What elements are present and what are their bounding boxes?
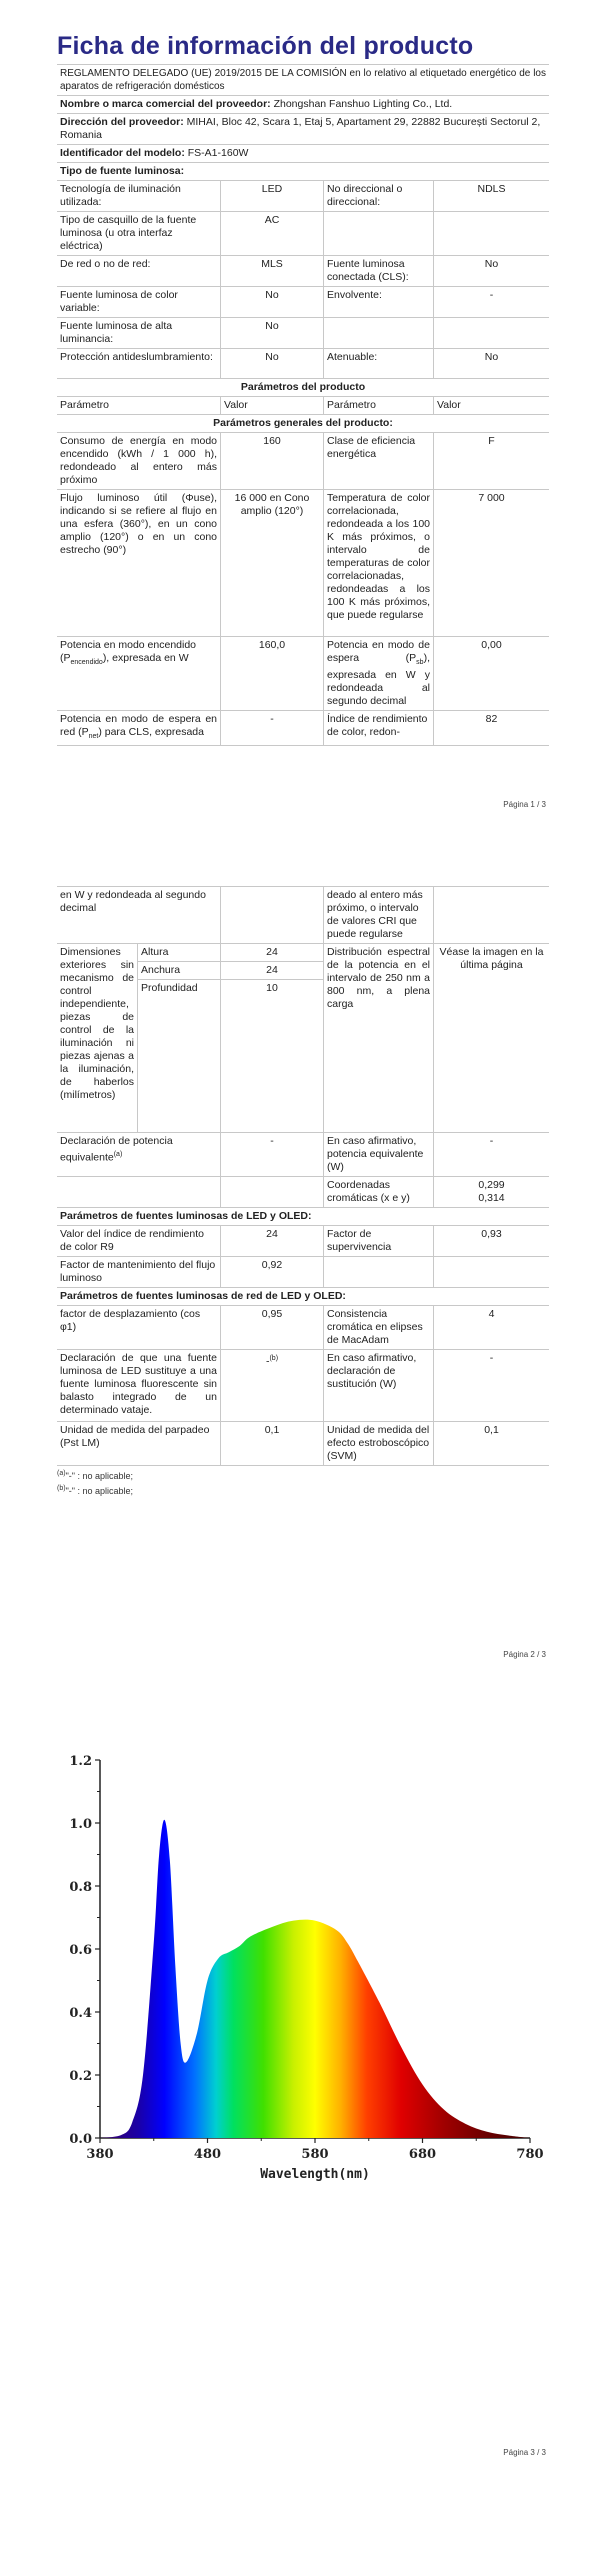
dimension-name: Altura — [138, 944, 220, 962]
empty-cell — [57, 1177, 220, 1207]
y-tick-label: 0.0 — [69, 2132, 92, 2147]
substitution-footnote-ref: (b) — [269, 1355, 279, 1362]
header-value: Valor — [220, 397, 323, 414]
param-value: 160 — [220, 433, 323, 489]
standby-net-label — [57, 711, 220, 745]
power-on-label-text: Potencia en modo encendido (P — [60, 639, 197, 664]
standby-net-subscript: net — [88, 733, 99, 741]
y-tick-label: 0.2 — [69, 2069, 92, 2084]
type-label: Tipo de casquillo de la fuente luminosa (u otra interfaz eléctrica) — [60, 214, 197, 252]
led-param-value-2: 0,93 — [433, 1226, 549, 1256]
equiv-label — [57, 1133, 220, 1176]
address-row — [57, 114, 549, 144]
page-3 — [0, 1710, 603, 2560]
power-on-subscript: encendido — [70, 659, 103, 667]
product-info-table — [57, 64, 549, 746]
supplier-row — [57, 96, 549, 113]
equiv-power-value: - — [433, 1133, 549, 1176]
footnote — [57, 1470, 549, 1481]
chromaticity-values — [433, 1177, 549, 1207]
chromaticity-label: Coordenadas cromáticas (x e y) — [323, 1177, 433, 1207]
led-param-value-2 — [433, 1257, 549, 1287]
page-number: Página 2 / 3 — [503, 1650, 546, 1659]
param-value-2 — [433, 887, 549, 943]
header-parameter-2: Parámetro — [323, 397, 433, 414]
dimension-value: 24 — [221, 962, 323, 980]
light-source-type-heading: Tipo de fuente luminosa: — [60, 165, 185, 177]
led-param-label-2: Factor de supervivencia — [323, 1226, 433, 1256]
product-params-heading: Parámetros del producto — [240, 381, 366, 393]
standby-label-text-end: ), expresada en W y redondeada al segundo decimal — [327, 652, 430, 708]
chromaticity-y: 0,314 — [478, 1192, 505, 1204]
param-label-2: deado al entero más próximo, o intervalo de valores CRI que puede regularse — [323, 887, 433, 943]
model-label: Identificador del modelo: — [60, 147, 185, 159]
mains-param-label-2: En caso afirmativo, declaración de sustitución (W) — [323, 1350, 433, 1421]
mains-param-label: Declaración de que una fuente luminosa de LED sustituye a una fuente luminosa fluorescente sin balasto integrado de un determinado vataje. — [60, 1352, 217, 1416]
type-label-2: Fuente luminosa conectada (CLS): — [323, 256, 433, 286]
x-tick-label: 580 — [301, 2147, 329, 2162]
y-tick-label: 1.2 — [69, 1754, 92, 1769]
mains-param-value — [220, 1350, 323, 1421]
type-label: Protección antideslumbramiento: — [60, 351, 213, 363]
type-value-2: No — [433, 256, 549, 286]
type-value: MLS — [220, 256, 323, 286]
type-value: LED — [220, 181, 323, 211]
header-value-2: Valor — [433, 397, 549, 414]
mains-param-value-2: - — [433, 1350, 549, 1421]
footnote-text: "-" : no aplicable; — [65, 1486, 133, 1496]
type-label-2 — [323, 212, 433, 255]
footnote-text: "-" : no aplicable; — [65, 1471, 133, 1481]
regulation-text: REGLAMENTO DELEGADO (UE) 2019/2015 DE LA COMISIÓN en lo relativo al etiquetado energético de los aparatos de refrigeración domésticos — [60, 68, 546, 92]
page-2 — [0, 870, 603, 1700]
type-value: No — [220, 318, 323, 348]
type-label: Tecnología de iluminación utilizada: — [60, 183, 181, 208]
document-title: Ficha de información del producto — [57, 32, 474, 60]
y-tick-label: 0.4 — [69, 2006, 92, 2021]
mains-param-label: factor de desplazamiento (cos φ1) — [60, 1308, 201, 1333]
dimension-name: Profundidad — [141, 982, 198, 994]
standby-label-text: Potencia en modo de espera (P — [327, 639, 430, 664]
mains-param-label-2: Consistencia cromática en elipses de MacAdam — [323, 1306, 433, 1349]
standby-net-value: - — [220, 711, 323, 745]
standby-value: 0,00 — [433, 637, 549, 710]
footnote-marker: (a) — [57, 1470, 66, 1477]
led-param-value: 24 — [220, 1226, 323, 1256]
page-1 — [0, 0, 603, 820]
x-axis-label: Wavelength(nm) — [260, 2167, 370, 2182]
type-label-2: Envolvente: — [323, 287, 433, 317]
param-value — [220, 887, 323, 943]
led-param-label: Valor del índice de rendimiento de color R9 — [60, 1228, 204, 1253]
x-tick-label: 680 — [408, 2147, 437, 2162]
param-label: en W y redondeada al segundo decimal — [60, 889, 206, 914]
standby-label — [323, 637, 433, 710]
model-value: FS-A1-160W — [187, 147, 249, 159]
mains-param-label: Unidad de medida del parpadeo (Pst LM) — [60, 1424, 210, 1449]
footnote-marker: (b) — [57, 1485, 66, 1492]
page-number: Página 3 / 3 — [503, 2448, 546, 2457]
type-label-2: No direccional o direccional: — [323, 181, 433, 211]
led-param-label-2 — [323, 1257, 433, 1287]
mains-param-label-2: Unidad de medida del efecto estroboscópico (SVM) — [323, 1422, 433, 1465]
type-label-2 — [323, 318, 433, 348]
mains-params-heading: Parámetros de fuentes luminosas de red de LED y OLED: — [60, 1290, 346, 1302]
power-on-label — [57, 637, 220, 710]
type-value-2 — [433, 318, 549, 348]
dimensions-label: Dimensiones exteriores sin mecanismo de control independiente, piezas de control de la iluminación ni piezas ajenas a la iluminación, de haberlos (milímetros) — [60, 946, 134, 1101]
spectral-distribution-label: Distribución espectral de la potencia en el intervalo de 250 nm a 800 nm, a plena carga — [323, 944, 433, 1132]
standby-net-label-text-end: ) para CLS, expresada — [98, 726, 204, 739]
dimension-names — [137, 944, 220, 1132]
type-label: De red o no de red: — [60, 258, 151, 270]
power-on-value: 160,0 — [220, 637, 323, 710]
spectrum-area — [100, 1760, 530, 2138]
type-value-2: - — [433, 287, 549, 317]
equiv-value: - — [220, 1133, 323, 1176]
general-params-heading: Parámetros generales del producto: — [213, 417, 393, 429]
x-tick-label: 480 — [193, 2147, 222, 2162]
x-tick-label: 780 — [516, 2147, 544, 2162]
supplier-label: Nombre o marca comercial del proveedor: — [60, 98, 271, 110]
page-number: Página 1 / 3 — [503, 800, 546, 809]
type-label-2: Atenuable: — [323, 349, 433, 378]
chromaticity-x: 0,299 — [478, 1179, 505, 1191]
param-value-2: 7 000 — [433, 490, 549, 636]
dimension-values — [220, 944, 323, 1132]
param-label: Flujo luminoso útil (Φuse), indicando si se refiere al flujo en una esfera (360°), en un cono amplio (120°) o en un cono estrecho (90°) — [60, 492, 217, 556]
address-label: Dirección del proveedor: — [60, 116, 184, 128]
type-label: Fuente luminosa de color variable: — [60, 289, 178, 314]
y-tick-label: 1.0 — [69, 1817, 92, 1832]
spectral-chart — [60, 1750, 544, 2220]
type-value-2 — [433, 212, 549, 255]
mains-param-value-2: 0,1 — [433, 1422, 549, 1465]
x-tick-label: 380 — [86, 2147, 114, 2162]
dimension-name: Anchura — [138, 962, 220, 980]
param-label-2: Temperatura de color correlacionada, redondeada a los 100 K más próximos, o intervalo de temperaturas de color correlacionadas, redondeadas a los 100 K más próximos, que puede regularse — [323, 490, 433, 636]
standby-subscript: sb — [416, 659, 424, 667]
equiv-footnote-ref: (a) — [113, 1151, 123, 1158]
dimension-value: 24 — [221, 944, 323, 962]
cri-label: Índice de rendimiento de color, redon- — [323, 711, 433, 745]
led-param-label: Factor de mantenimiento del flujo luminoso — [60, 1259, 216, 1284]
supplier-value: Zhongshan Fanshuo Lighting Co., Ltd. — [273, 98, 453, 110]
type-label: Fuente luminosa de alta luminancia: — [60, 320, 173, 345]
footnote — [57, 1485, 549, 1496]
param-value: 16 000 en Cono amplio (120°) — [220, 490, 323, 636]
mains-param-value-2: 4 — [433, 1306, 549, 1349]
param-label: Consumo de energía en modo encendido (kWh / 1 000 h), redondeado al entero más próximo — [60, 435, 217, 486]
model-row — [57, 145, 549, 162]
equiv-power-label: En caso afirmativo, potencia equivalente (W) — [323, 1133, 433, 1176]
power-on-label-text-end: ), expresada en W — [102, 652, 189, 664]
address-value: MIHAI, Bloc 42, Scara 1, Etaj 5, Apartament 29, 22882 București Sectorul 2, Romania — [60, 116, 541, 141]
dimension-value: 10 — [266, 982, 278, 994]
cri-value: 82 — [433, 711, 549, 745]
mains-param-value: 0,95 — [220, 1306, 323, 1349]
led-param-value: 0,92 — [220, 1257, 323, 1287]
header-parameter: Parámetro — [60, 399, 110, 411]
param-label-2: Clase de eficiencia energética — [323, 433, 433, 489]
type-value: No — [220, 287, 323, 317]
product-info-table-continued — [57, 886, 549, 1496]
substitution-value: - — [265, 1355, 270, 1368]
y-tick-label: 0.6 — [69, 1943, 92, 1958]
param-value-2: F — [433, 433, 549, 489]
led-oled-params-heading: Parámetros de fuentes luminosas de LED y OLED: — [60, 1210, 312, 1222]
empty-cell — [220, 1177, 323, 1207]
mains-param-value: 0,1 — [220, 1422, 323, 1465]
type-value-2: NDLS — [433, 181, 549, 211]
type-value-2: No — [433, 349, 549, 378]
spectral-distribution-value: Véase la imagen en la última página — [433, 944, 549, 1132]
type-value: No — [220, 349, 323, 378]
equiv-label-text: Declaración de potencia equivalente — [60, 1135, 173, 1164]
type-value: AC — [220, 212, 323, 255]
y-tick-label: 0.8 — [69, 1880, 92, 1895]
standby-net-label-text: Potencia en modo de espera en red (P — [60, 713, 217, 739]
